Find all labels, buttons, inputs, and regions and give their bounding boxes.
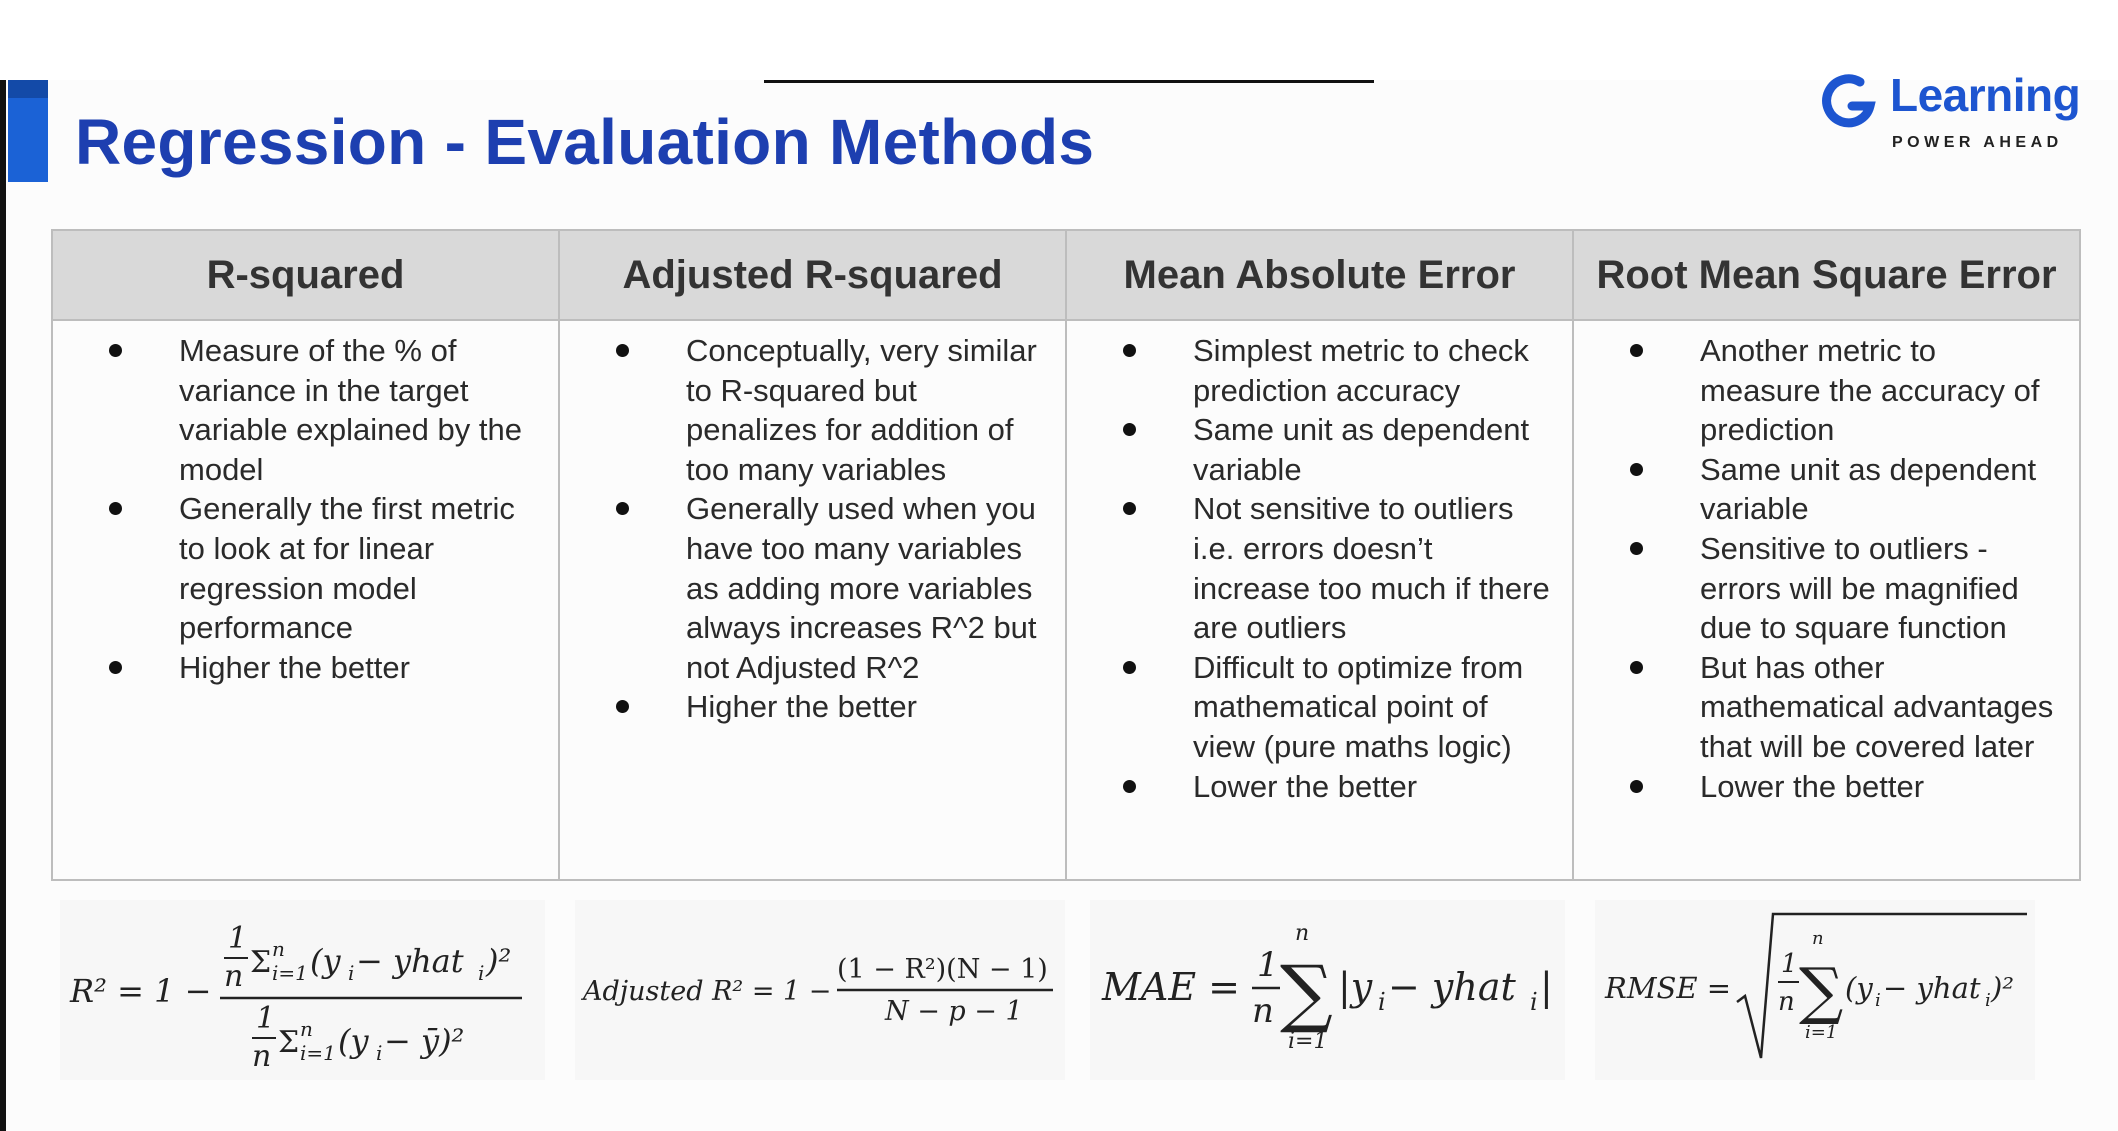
svg-text:i=1: i=1 xyxy=(1805,1022,1838,1043)
top-strip xyxy=(0,0,2118,80)
bullet-icon xyxy=(1630,780,1643,793)
bullet-text: Another metric to measure the accuracy of prediction xyxy=(1700,333,2040,448)
adjusted-r-squared-cell xyxy=(559,320,1066,880)
bullet-icon xyxy=(1123,344,1136,357)
list-item xyxy=(1067,410,1558,489)
svg-text:n: n xyxy=(1812,928,1824,949)
bullet-icon xyxy=(1123,423,1136,436)
svg-text:n: n xyxy=(272,937,285,961)
adjusted-r-squared-list xyxy=(560,331,1051,727)
mae-formula-graphic xyxy=(1090,900,1565,1080)
bullet-icon xyxy=(1630,542,1643,555)
r2-den: (y xyxy=(338,1022,369,1060)
list-item xyxy=(53,331,544,489)
bullet-text: Sensitive to outliers - errors will be magnified due to square function xyxy=(1700,530,2019,646)
r2-num-tail: − yhat xyxy=(356,942,464,980)
mae-body-tail: − yhat xyxy=(1388,965,1516,1009)
svg-text:i=1: i=1 xyxy=(1288,1029,1328,1054)
mae-list xyxy=(1067,331,1558,806)
adj-lhs: Adjusted R² = 1 − xyxy=(583,976,832,1007)
bullet-text: Same unit as dependent variable xyxy=(1193,412,1530,487)
bullet-text: Generally used when you have too many variables as adding more variables always increases R^2 but not Adjusted R^2 xyxy=(686,491,1037,685)
r-squared-formula xyxy=(60,900,545,1080)
bullet-text: Difficult to optimize from mathematical point of view (pure maths logic) xyxy=(1193,649,1524,764)
list-item xyxy=(560,687,1051,727)
bullet-icon xyxy=(1123,661,1136,674)
list-item xyxy=(1574,648,2065,767)
svg-text:i=1: i=1 xyxy=(300,1041,336,1065)
bullet-icon xyxy=(616,502,629,515)
bullet-text: Lower the better xyxy=(1193,768,1418,804)
r2-den-tail: − ȳ)² xyxy=(384,1022,465,1060)
svg-text:n: n xyxy=(300,1017,313,1041)
bullet-icon xyxy=(109,661,122,674)
svg-text:Σ: Σ xyxy=(278,1025,300,1060)
svg-text:1: 1 xyxy=(1257,945,1279,985)
list-item xyxy=(560,489,1051,687)
svg-text:i=1: i=1 xyxy=(272,961,308,985)
r2-num-end: )² xyxy=(486,942,512,980)
rmse-lhs: RMSE = xyxy=(1605,971,1732,1005)
mae-cell xyxy=(1066,320,1573,880)
svg-text:∑: ∑ xyxy=(1799,954,1844,1027)
r2-lhs: R² = 1 − xyxy=(70,972,212,1010)
logo-tagline: POWER AHEAD xyxy=(1892,134,2063,151)
rmse-list xyxy=(1574,331,2065,806)
formula-row xyxy=(0,900,2118,1080)
svg-text:i: i xyxy=(348,961,355,985)
adjusted-r-squared-formula xyxy=(575,900,1065,1080)
bullet-text: Simplest metric to check prediction accuracy xyxy=(1193,333,1529,408)
header-row xyxy=(52,230,2080,320)
brand-logo xyxy=(1818,68,2081,158)
list-item xyxy=(1574,529,2065,648)
list-item xyxy=(53,489,544,647)
header-mae: Mean Absolute Error xyxy=(1066,230,1573,320)
rmse-formula xyxy=(1595,900,2035,1080)
bullet-icon xyxy=(1630,344,1643,357)
bullet-icon xyxy=(1630,463,1643,476)
bullet-text: Same unit as dependent variable xyxy=(1700,451,2037,527)
rmse-formula-graphic xyxy=(1595,900,2035,1080)
list-item xyxy=(53,648,544,688)
rmse-body-tail: − yhat xyxy=(1883,971,1981,1005)
logo-icon xyxy=(1818,72,1878,132)
list-item xyxy=(1067,489,1558,647)
adj-den: N − p − 1 xyxy=(885,996,1023,1027)
mae-body-end: | xyxy=(1540,965,1553,1009)
bullet-icon xyxy=(1123,502,1136,515)
content-row xyxy=(52,320,2080,880)
list-item xyxy=(1574,331,2065,450)
bullet-text: Conceptually, very similar to R-squared but penalizes for addition of too many variables xyxy=(686,333,1037,487)
list-item xyxy=(1574,450,2065,529)
svg-text:n: n xyxy=(1778,987,1795,1017)
r2-num: (y xyxy=(310,942,341,980)
svg-text:n: n xyxy=(1252,991,1274,1031)
svg-text:n: n xyxy=(224,959,244,994)
list-item xyxy=(1067,331,1558,410)
rmse-body: (y xyxy=(1845,971,1873,1005)
svg-text:i: i xyxy=(1378,988,1386,1016)
metrics-table xyxy=(51,229,2081,881)
bullet-text: But has other mathematical advantages that will be covered later xyxy=(1700,649,2054,764)
bullet-text: Higher the better xyxy=(179,649,410,685)
svg-text:1: 1 xyxy=(228,921,248,956)
svg-text:Σ: Σ xyxy=(250,945,272,980)
r-squared-list xyxy=(53,331,544,687)
svg-text:∑: ∑ xyxy=(1280,950,1333,1036)
adj-num: (1 − R²)(N − 1) xyxy=(837,954,1048,985)
svg-text:i: i xyxy=(1875,990,1881,1011)
rmse-body-end: )² xyxy=(1991,971,2014,1005)
slide-title: Regression - Evaluation Methods xyxy=(75,106,1095,178)
r-squared-cell xyxy=(52,320,559,880)
svg-text:i: i xyxy=(478,961,485,985)
mae-lhs: MAE = xyxy=(1102,965,1241,1009)
list-item xyxy=(1067,767,1558,807)
bullet-icon xyxy=(109,344,122,357)
svg-text:1: 1 xyxy=(1781,949,1798,979)
header-r-squared: R-squared xyxy=(52,230,559,320)
svg-text:n: n xyxy=(252,1039,272,1074)
list-item xyxy=(560,331,1051,489)
bullet-text: Measure of the % of variance in the target variable explained by the model xyxy=(179,333,522,487)
mae-body: |y xyxy=(1338,965,1373,1009)
bullet-text: Generally the first metric to look at for linear regression model performance xyxy=(179,491,515,646)
svg-text:1: 1 xyxy=(256,1001,276,1036)
bullet-icon xyxy=(616,344,629,357)
bullet-icon xyxy=(1123,780,1136,793)
header-rmse: Root Mean Square Error xyxy=(1573,230,2080,320)
bullet-text: Lower the better xyxy=(1700,768,1925,804)
list-item xyxy=(1574,767,2065,807)
bullet-text: Higher the better xyxy=(686,689,917,725)
svg-text:i: i xyxy=(376,1041,383,1065)
header-adjusted-r-squared: Adjusted R-squared xyxy=(559,230,1066,320)
bullet-icon xyxy=(109,502,122,515)
rmse-cell xyxy=(1573,320,2080,880)
bullet-icon xyxy=(1630,661,1643,674)
top-divider xyxy=(764,80,1374,83)
list-item xyxy=(1067,648,1558,767)
mae-formula xyxy=(1090,900,1565,1080)
bullet-icon xyxy=(616,700,629,713)
adjusted-formula-graphic xyxy=(575,900,1065,1080)
svg-text:i: i xyxy=(1985,990,1991,1011)
svg-text:n: n xyxy=(1295,921,1310,946)
r-squared-formula-graphic xyxy=(60,900,545,1080)
accent-bar-top xyxy=(8,80,48,98)
svg-text:i: i xyxy=(1530,988,1538,1016)
bullet-text: Not sensitive to outliers i.e. errors doesn’t increase too much if there are outliers xyxy=(1193,491,1550,646)
logo-name: Learning xyxy=(1890,69,2081,121)
